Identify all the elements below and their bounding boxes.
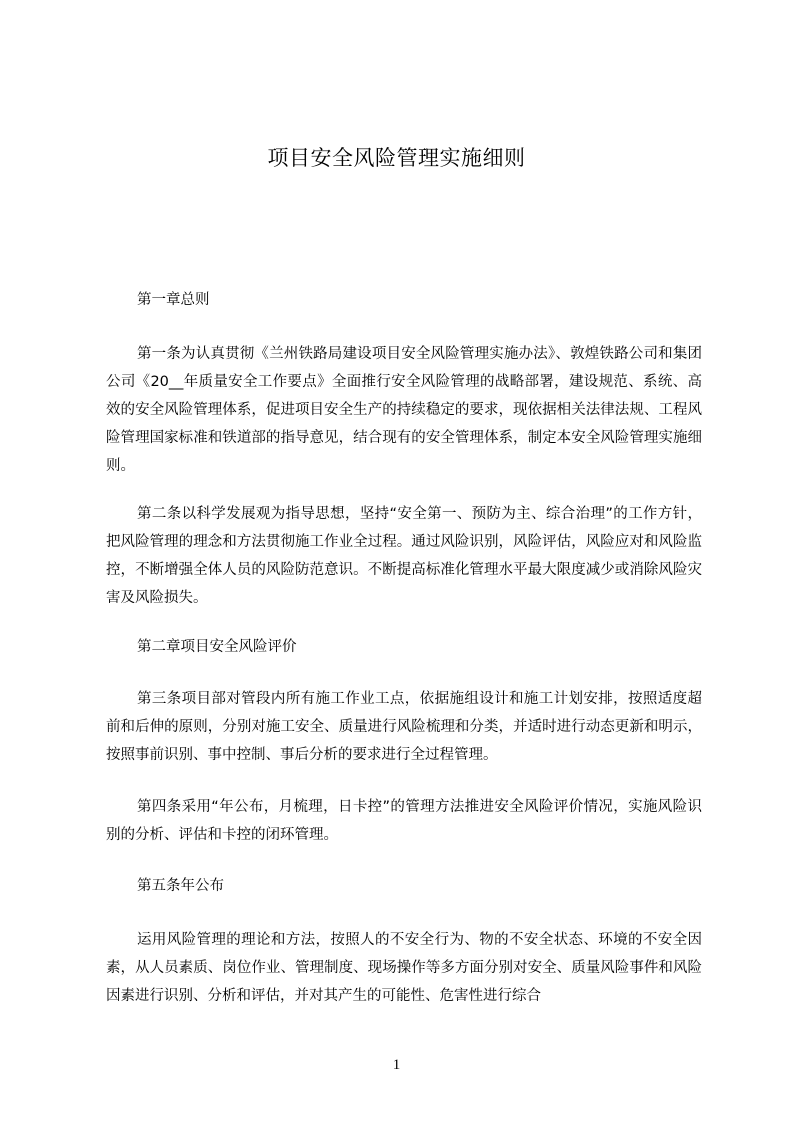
article-4-paragraph: 第四条采用“年公布，月梳理，日卡控”的管理方法推进安全风险评价情况，实施风险识别的分析、评估和卡控的闭环管理。 (106, 799, 702, 843)
chapter-1-heading: 第一章总则 (137, 292, 210, 308)
page-number: 1 (392, 1057, 401, 1073)
chapter-2-heading: 第二章项目安全风险评价 (137, 639, 297, 655)
document-title: 项目安全风险管理实施细则 (267, 146, 526, 170)
article-5-heading: 第五条年公布 (137, 878, 224, 894)
article-2-paragraph: 第二条以科学发展观为指导思想，坚持“安全第一、预防为主、综合治理”的工作方针，把风险管理的理念和方法贯彻施工作业全过程。通过风险识别，风险评估，风险应对和风险监控，不断增强全体人员的风险防范意识。不断提高标准化管理水平最大限度减少或消除风险灾害及风险损失。 (106, 506, 702, 606)
article-1-paragraph: 第一条为认真贯彻《兰州铁路局建设项目安全风险管理实施办法》、敦煌铁路公司和集团公司《20__年质量安全工作要点》全面推行安全风险管理的战略部署，建设规范、系统、高效的安全风险管理体系，促进项目安全生产的持续稳定的要求，现依据相关法律法规、工程风险管理国家标准和铁道部的指导意见，结合现有的安全管理体系，制定本安全风险管理实施细则。 (106, 346, 702, 474)
article-3-paragraph: 第三条项目部对管段内所有施工作业工点，依据施组设计和施工计划安排，按照适度超前和后伸的原则，分别对施工安全、质量进行风险梳理和分类，并适时进行动态更新和明示，按照事前识别、事中控制、事后分析的要求进行全过程管理。 (106, 691, 702, 763)
article-5-paragraph: 运用风险管理的理论和方法，按照人的不安全行为、物的不安全状态、环境的不安全因素，从人员素质、岗位作业、管理制度、现场操作等多方面分别对安全、质量风险事件和风险因素进行识别、分析和评估，并对其产生的可能性、危害性进行综合 (106, 932, 702, 1004)
